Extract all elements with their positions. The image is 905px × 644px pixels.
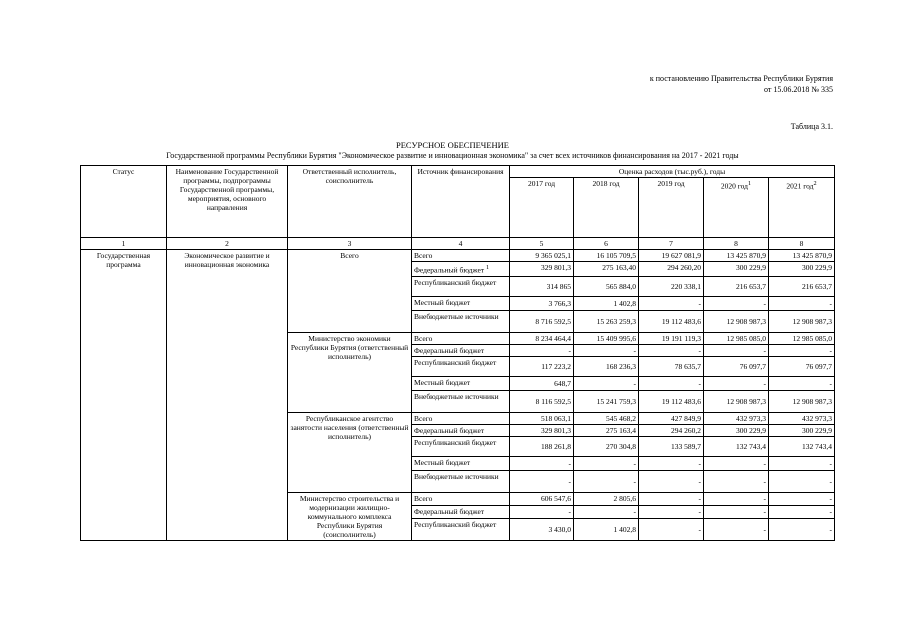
value-cell: 565 884,0 [574, 276, 639, 296]
column-number: 5 [510, 238, 574, 250]
year-header: 2017 год [510, 178, 574, 238]
column-number: 8 [769, 238, 835, 250]
value-cell: - [510, 456, 574, 470]
table-number: Таблица 3.1. [790, 122, 833, 131]
value-cell: 300 229,9 [769, 262, 835, 277]
value-cell: 16 105 709,5 [574, 250, 639, 262]
value-cell: - [704, 456, 769, 470]
value-cell: 216 653,7 [704, 276, 769, 296]
value-cell: 300 229,9 [704, 262, 769, 277]
value-cell: 117 223,2 [510, 356, 574, 376]
value-cell: 3 430,0 [510, 518, 574, 540]
value-cell: - [769, 376, 835, 390]
value-cell: 648,7 [510, 376, 574, 390]
col-name-header: Наименование Государственной программы, подпрограммы Государственной программы, мероприятия, основного направления [167, 166, 288, 238]
value-cell: 168 236,3 [574, 356, 639, 376]
value-cell: - [704, 470, 769, 492]
value-cell: 9 365 025,1 [510, 250, 574, 262]
value-cell: - [639, 505, 704, 518]
value-cell: - [639, 344, 704, 356]
value-cell: - [639, 492, 704, 505]
page-bottom-margin [0, 564, 905, 644]
footnote-mark: 1 [485, 264, 490, 271]
value-cell: - [769, 296, 835, 310]
value-cell: - [639, 296, 704, 310]
value-cell: - [574, 344, 639, 356]
source-cell: Внебюджетные источники [412, 310, 510, 332]
value-cell: 19 112 483,6 [639, 390, 704, 412]
executor-cell: Всего [288, 250, 412, 333]
value-cell: - [704, 376, 769, 390]
value-cell: 13 425 870,9 [704, 250, 769, 262]
program-name: Экономическое развитие и инновационная экономика [167, 250, 288, 541]
value-cell: - [639, 518, 704, 540]
value-cell: 19 191 119,3 [639, 332, 704, 344]
column-number: 1 [81, 238, 167, 250]
source-cell: Федеральный бюджет [412, 344, 510, 356]
value-cell: 432 973,3 [769, 412, 835, 424]
value-cell: 12 908 987,3 [704, 310, 769, 332]
col-estimate-header: Оценка расходов (тыс.руб.), годы [510, 166, 835, 178]
value-cell: 12 908 987,3 [704, 390, 769, 412]
source-cell: Федеральный бюджет [412, 505, 510, 518]
value-cell: 294 260,2 [639, 424, 704, 436]
value-cell: - [574, 470, 639, 492]
value-cell: 518 063,1 [510, 412, 574, 424]
value-cell: 606 547,6 [510, 492, 574, 505]
source-cell: Республиканский бюджет [412, 518, 510, 540]
value-cell: 275 163,40 [574, 262, 639, 277]
source-cell: Всего [412, 250, 510, 262]
value-cell: 8 116 592,5 [510, 390, 574, 412]
value-cell: 15 263 259,3 [574, 310, 639, 332]
value-cell: 3 766,3 [510, 296, 574, 310]
value-cell: - [769, 344, 835, 356]
value-cell: - [769, 456, 835, 470]
executor-cell: Республиканское агентство занятости населения (ответственный исполнитель) [288, 412, 412, 492]
footnote-mark: 1 [748, 180, 752, 187]
column-number: 7 [639, 238, 704, 250]
value-cell: 300 229,9 [704, 424, 769, 436]
source-cell: Всего [412, 332, 510, 344]
value-cell: 188 261,8 [510, 436, 574, 456]
value-cell: - [769, 470, 835, 492]
source-cell: Внебюджетные источники [412, 470, 510, 492]
source-cell: Внебюджетные источники [412, 390, 510, 412]
value-cell: - [704, 505, 769, 518]
decree-reference: к постановлению Правительства Республики Бурятия [649, 74, 833, 83]
value-cell: 432 973,3 [704, 412, 769, 424]
source-cell: Федеральный бюджет [412, 424, 510, 436]
value-cell: 132 743,4 [704, 436, 769, 456]
program-status: Государственная программа [81, 250, 167, 541]
column-number: 3 [288, 238, 412, 250]
source-cell: Республиканский бюджет [412, 436, 510, 456]
value-cell: - [639, 470, 704, 492]
value-cell: - [574, 456, 639, 470]
value-cell: 12 985 085,0 [769, 332, 835, 344]
value-cell: 1 402,8 [574, 296, 639, 310]
value-cell: - [574, 505, 639, 518]
value-cell: 12 985 085,0 [704, 332, 769, 344]
value-cell: 300 229,9 [769, 424, 835, 436]
value-cell: - [769, 505, 835, 518]
footnote-mark: 2 [813, 180, 817, 187]
value-cell: - [769, 518, 835, 540]
value-cell: - [704, 344, 769, 356]
value-cell: 19 627 081,9 [639, 250, 704, 262]
value-cell: 19 112 483,6 [639, 310, 704, 332]
source-cell: Всего [412, 412, 510, 424]
document-title: РЕСУРСНОЕ ОБЕСПЕЧЕНИЕ [396, 140, 509, 150]
value-cell: 15 241 759,3 [574, 390, 639, 412]
source-cell: Местный бюджет [412, 296, 510, 310]
column-number: 2 [167, 238, 288, 250]
value-cell: - [704, 518, 769, 540]
resource-table [80, 165, 835, 541]
value-cell: - [510, 344, 574, 356]
source-cell: Республиканский бюджет [412, 356, 510, 376]
table-row [81, 250, 835, 262]
value-cell: 13 425 870,9 [769, 250, 835, 262]
value-cell: - [574, 376, 639, 390]
decree-date: от 15.06.2018 № 335 [763, 85, 833, 94]
value-cell: 329 801,3 [510, 424, 574, 436]
year-header: 2019 год [639, 178, 704, 238]
value-cell: 329 801,3 [510, 262, 574, 277]
value-cell: - [704, 296, 769, 310]
value-cell: 1 402,8 [574, 518, 639, 540]
executor-cell: Министерство экономики Республики Бурятия (ответственный исполнитель) [288, 332, 412, 412]
executor-cell: Министерство строительства и модернизации жилищно-коммунального комплекса Республики Бурятия (соисполнитель) [288, 492, 412, 540]
source-cell: Местный бюджет [412, 376, 510, 390]
value-cell: 78 635,7 [639, 356, 704, 376]
value-cell: 133 589,7 [639, 436, 704, 456]
column-number: 4 [412, 238, 510, 250]
value-cell: 314 865 [510, 276, 574, 296]
column-number: 6 [574, 238, 639, 250]
value-cell: 294 260,20 [639, 262, 704, 277]
value-cell: 220 338,1 [639, 276, 704, 296]
value-cell: 2 805,6 [574, 492, 639, 505]
col-status-header: Статус [81, 166, 167, 238]
year-header: 2020 год$^1$ [704, 178, 769, 238]
value-cell: 76 097,7 [704, 356, 769, 376]
value-cell: 275 163,4 [574, 424, 639, 436]
year-header: 2018 год [574, 178, 639, 238]
value-cell: 427 849,9 [639, 412, 704, 424]
value-cell: 132 743,4 [769, 436, 835, 456]
value-cell: 270 304,8 [574, 436, 639, 456]
value-cell: 216 653,7 [769, 276, 835, 296]
value-cell: - [510, 505, 574, 518]
value-cell: 12 908 987,3 [769, 310, 835, 332]
value-cell: 15 409 995,6 [574, 332, 639, 344]
value-cell: - [510, 470, 574, 492]
col-executor-header: Ответственный исполнитель, соисполнитель [288, 166, 412, 238]
column-number: 8 [704, 238, 769, 250]
col-source-header: Источник финансирования [412, 166, 510, 238]
source-cell: Республиканский бюджет [412, 276, 510, 296]
source-cell: Федеральный бюджет $^1$ [412, 262, 510, 277]
source-cell: Всего [412, 492, 510, 505]
year-header: 2021 год$^2$ [769, 178, 835, 238]
value-cell: 76 097,7 [769, 356, 835, 376]
value-cell: - [769, 492, 835, 505]
value-cell: 545 468,2 [574, 412, 639, 424]
value-cell: - [704, 492, 769, 505]
source-cell: Местный бюджет [412, 456, 510, 470]
document-subtitle: Государственной программы Республики Бурятия "Экономическое развитие и инновационная экономика" за счет всех источников финансирования на 2017 - 2021 годы [166, 151, 739, 160]
value-cell: - [639, 376, 704, 390]
value-cell: - [639, 456, 704, 470]
value-cell: 12 908 987,3 [769, 390, 835, 412]
value-cell: 8 234 464,4 [510, 332, 574, 344]
value-cell: 8 716 592,5 [510, 310, 574, 332]
